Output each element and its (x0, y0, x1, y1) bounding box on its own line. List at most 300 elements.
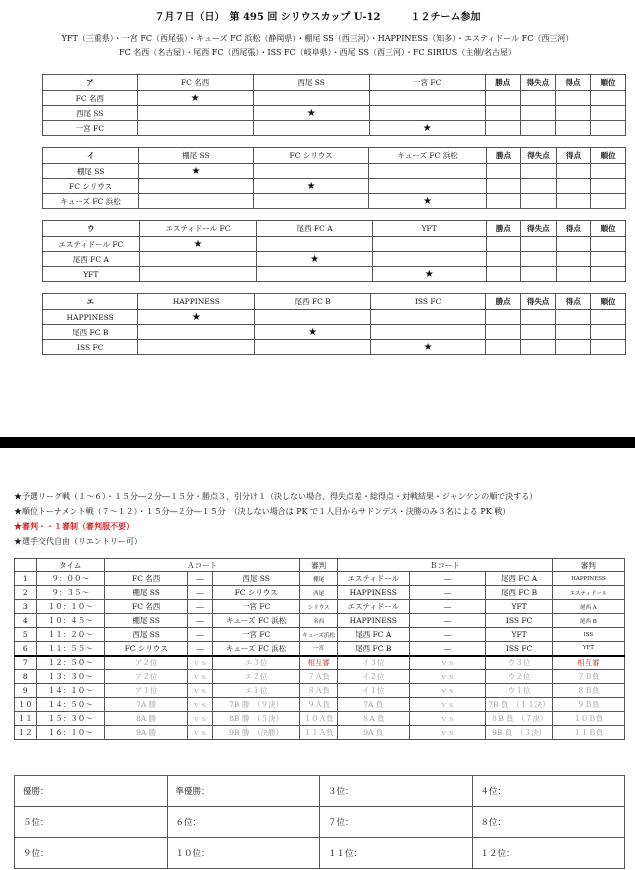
a-referee: キューズ浜松 (300, 628, 338, 642)
group-col-team: 尾西 FC A (257, 221, 372, 237)
match-number: 7 (15, 656, 37, 670)
match-time: １６：１０〜 (36, 726, 104, 740)
match-cell (253, 164, 369, 179)
match-time: ９：００〜 (36, 572, 104, 586)
separator: ｖｓ (188, 698, 213, 712)
teams-line-1: YFT（三重県）・一宮 FC（西尾張）・キューズ FC 浜松（静岡県）・棚尾 SS（西三河）・HAPPINESS（知多）・エスティドール FC（西三河） (61, 34, 574, 43)
col-rank: 順位 (591, 75, 626, 91)
schedule-row (15, 656, 625, 670)
separator: ― (409, 642, 486, 656)
a-team-2: エ２位 (212, 670, 299, 684)
separator: ｖｓ (188, 656, 213, 670)
b-team-2: 7B 負 （１１決） (486, 698, 552, 712)
schedule-row (15, 628, 625, 642)
separator: ― (188, 614, 213, 628)
b-team-2: YFT (486, 600, 552, 614)
placement-cell: ３位： (320, 776, 473, 807)
stat-cell (521, 267, 556, 282)
placement-cell: 準優勝： (167, 776, 320, 807)
page-title: ７月７日（日） 第 495 回 シリウスカップ U-12 １２チーム参加 (154, 12, 481, 23)
separator: ― (409, 600, 486, 614)
b-team-1: 9A 負 (338, 726, 410, 740)
match-time: １０：４５〜 (36, 614, 104, 628)
stat-cell (556, 237, 591, 252)
placement-cell: ９位： (15, 838, 168, 869)
stat-cell (556, 179, 591, 194)
separator: ― (188, 628, 213, 642)
a-team-1: 9A 勝 (104, 726, 187, 740)
separator: ― (188, 642, 213, 656)
col-win_pts: 勝点 (486, 221, 521, 237)
a-referee: 西尾 (300, 586, 338, 600)
schedule-header: 審判 (300, 559, 338, 572)
group-table (42, 74, 626, 136)
schedule-row (15, 614, 625, 628)
match-cell (253, 91, 369, 106)
match-number: 9 (15, 684, 37, 698)
match-cell (369, 91, 485, 106)
group-header-row (43, 294, 626, 310)
a-team-1: ア２位 (104, 656, 187, 670)
match-cell (138, 340, 255, 355)
stat-cell (520, 121, 555, 136)
group-header-row (43, 148, 626, 164)
placement-cell: ６位： (167, 807, 320, 838)
a-team-2: 一宮 FC (212, 600, 299, 614)
stat-cell (556, 121, 591, 136)
separator: ― (409, 628, 486, 642)
stat-cell (486, 340, 521, 355)
schedule-row (15, 698, 625, 712)
col-goal_diff: 得失点 (520, 75, 555, 91)
self-match-star: ★ (253, 106, 369, 121)
group-row-team: ISS FC (43, 340, 138, 355)
group-row-team: 尾西 FC B (43, 325, 138, 340)
match-cell (137, 106, 253, 121)
group-row (43, 106, 626, 121)
b-team-1: イ１位 (338, 684, 410, 698)
group-row (43, 325, 626, 340)
col-goals: 得点 (556, 221, 591, 237)
teams-line-2: FC 名西（名古屋）・尾西 FC（西尾張）・ISS FC（岐阜県）・西尾 SS（西三河）・FC SIRIUS（主催/名古屋） (119, 48, 516, 57)
match-cell (369, 179, 486, 194)
b-team-2: 尾西 FC A (486, 572, 552, 586)
a-team-2: 8B 勝 （５決） (212, 712, 299, 726)
col-goals: 得点 (556, 75, 591, 91)
b-team-1: エスティドール (338, 600, 410, 614)
match-time: １０：１０〜 (36, 600, 104, 614)
col-rank: 順位 (591, 221, 626, 237)
stat-cell (591, 194, 626, 209)
stat-cell (521, 252, 556, 267)
schedule-header: Ａコート (104, 559, 299, 572)
match-time: １２：５０〜 (36, 656, 104, 670)
col-goal_diff: 得失点 (521, 221, 556, 237)
stat-cell (591, 325, 626, 340)
a-team-1: 棚尾 SS (104, 586, 187, 600)
a-team-1: 西尾 SS (104, 628, 187, 642)
placement-cell: １１位： (320, 838, 473, 869)
schedule-row (15, 684, 625, 698)
stat-cell (486, 179, 521, 194)
a-referee: ７Ａ負 (300, 670, 338, 684)
match-cell (139, 252, 257, 267)
self-match-star: ★ (139, 164, 254, 179)
group-header-row (43, 221, 626, 237)
match-number: １０ (15, 698, 37, 712)
group-col-team: エスティドール FC (139, 221, 257, 237)
schedule-header (15, 559, 37, 572)
a-team-1: FC 名西 (104, 572, 187, 586)
separator: ｖｓ (409, 698, 486, 712)
stat-cell (486, 267, 521, 282)
a-referee: １１Ａ負 (300, 726, 338, 740)
a-team-1: 7A 勝 (104, 698, 187, 712)
group-table (42, 293, 626, 355)
b-team-2: 9B 負 （３決） (486, 726, 552, 740)
col-goal_diff: 得失点 (521, 294, 556, 310)
stat-cell (556, 252, 591, 267)
separator: ｖｓ (409, 670, 486, 684)
group-row (43, 267, 626, 282)
group-col-team: ISS FC (371, 294, 486, 310)
group-label: ア (43, 75, 138, 91)
schedule-table (14, 558, 625, 740)
match-time: １４：５０〜 (36, 698, 104, 712)
b-referee: 尾西 B (552, 614, 624, 628)
placement-cell: ５位： (15, 807, 168, 838)
rule-tournament: ★順位トーナメント戦（７〜１２）・１５分―２分―１５分 （決しない場合は PK で１人目からサドンデス・決勝のみ３名による PK 戦） (14, 507, 511, 516)
match-time: ９：３５〜 (36, 586, 104, 600)
a-team-2: エ１位 (212, 684, 299, 698)
a-team-1: 8A 勝 (104, 712, 187, 726)
match-number: 3 (15, 600, 37, 614)
stat-cell (556, 194, 591, 209)
b-referee: エスティドール (552, 586, 624, 600)
b-referee: １１Ｂ負 (552, 726, 624, 740)
self-match-star: ★ (138, 310, 255, 325)
placement-cell: １２位： (472, 838, 625, 869)
separator: ｖｓ (188, 726, 213, 740)
self-match-star: ★ (255, 325, 371, 340)
b-team-2: ウ３位 (486, 656, 552, 670)
a-referee: 相互審 (300, 656, 338, 670)
separator: ― (188, 586, 213, 600)
schedule-row (15, 642, 625, 656)
stat-cell (520, 106, 555, 121)
a-team-2: 西尾 SS (212, 572, 299, 586)
b-team-1: イ３位 (338, 656, 410, 670)
stat-cell (591, 252, 626, 267)
schedule-row (15, 726, 625, 740)
a-team-1: FC 名西 (104, 600, 187, 614)
match-cell (369, 106, 485, 121)
match-cell (253, 194, 369, 209)
b-team-1: ８A 負 (338, 712, 410, 726)
b-referee: HAPPINESS (552, 572, 624, 586)
group-col-team: YFT (372, 221, 486, 237)
a-team-2: エ３位 (212, 656, 299, 670)
group-header-row (43, 75, 626, 91)
b-referee: YFT (552, 642, 624, 656)
match-time: １４：１０〜 (36, 684, 104, 698)
a-team-1: ア２位 (104, 670, 187, 684)
separator: ｖｓ (409, 684, 486, 698)
group-col-team: 棚尾 SS (139, 148, 254, 164)
stat-cell (520, 91, 555, 106)
rule-substitution: ★選手交代自由（リエントリー可） (14, 537, 142, 546)
group-row-team: 尾西 FC A (43, 252, 140, 267)
group-row-team: YFT (43, 267, 140, 282)
col-win_pts: 勝点 (485, 75, 520, 91)
placement-cell: ８位： (472, 807, 625, 838)
stat-cell (521, 179, 556, 194)
self-match-star: ★ (371, 340, 486, 355)
match-number: 6 (15, 642, 37, 656)
group-row (43, 91, 626, 106)
self-match-star: ★ (139, 237, 257, 252)
col-win_pts: 勝点 (486, 148, 521, 164)
schedule-row (15, 712, 625, 726)
self-match-star: ★ (253, 179, 369, 194)
a-team-2: FC シリウス (212, 586, 299, 600)
b-team-1: HAPPINESS (338, 614, 410, 628)
group-row-team: エスティドール FC (43, 237, 140, 252)
stat-cell (486, 194, 521, 209)
self-match-star: ★ (372, 267, 486, 282)
group-row-team: 棚尾 SS (43, 164, 139, 179)
separator: ｖｓ (409, 712, 486, 726)
match-cell (372, 237, 486, 252)
schedule-row (15, 600, 625, 614)
stat-cell (485, 121, 520, 136)
b-team-1: イ２位 (338, 670, 410, 684)
group-row (43, 121, 626, 136)
match-cell (369, 164, 486, 179)
match-cell (255, 310, 371, 325)
a-team-1: ア１位 (104, 684, 187, 698)
match-cell (371, 325, 486, 340)
group-row (43, 237, 626, 252)
group-row-team: 西尾 SS (43, 106, 138, 121)
stat-cell (521, 237, 556, 252)
group-col-team: 尾西 FC B (255, 294, 371, 310)
schedule-header: 審判 (552, 559, 624, 572)
col-rank: 順位 (591, 148, 626, 164)
separator: ― (409, 572, 486, 586)
schedule-header: タイム (36, 559, 104, 572)
group-row (43, 164, 626, 179)
group-row (43, 340, 626, 355)
stat-cell (591, 91, 626, 106)
stat-cell (521, 310, 556, 325)
match-number: １１ (15, 712, 37, 726)
stat-cell (485, 91, 520, 106)
placement-cell: ７位： (320, 807, 473, 838)
a-referee: １０Ａ負 (300, 712, 338, 726)
results-row (15, 807, 625, 838)
group-row-team: キューズ FC 浜松 (43, 194, 139, 209)
group-col-team: 一宮 FC (369, 75, 485, 91)
match-cell (139, 194, 254, 209)
page-divider (0, 437, 635, 448)
match-number: 1 (15, 572, 37, 586)
stat-cell (556, 310, 591, 325)
a-referee: 一宮 (300, 642, 338, 656)
stat-cell (556, 91, 591, 106)
schedule-row (15, 586, 625, 600)
a-team-2: キューズ FC 浜松 (212, 614, 299, 628)
b-team-1: 7A 負 (338, 698, 410, 712)
group-col-team: HAPPINESS (138, 294, 255, 310)
group-row-team: FC 名西 (43, 91, 138, 106)
match-number: 4 (15, 614, 37, 628)
stat-cell (485, 106, 520, 121)
self-match-star: ★ (369, 121, 485, 136)
stat-cell (591, 179, 626, 194)
stat-cell (486, 325, 521, 340)
stat-cell (556, 164, 591, 179)
col-win_pts: 勝点 (486, 294, 521, 310)
col-goals: 得点 (556, 148, 591, 164)
a-referee: ８Ａ負 (300, 684, 338, 698)
stat-cell (591, 237, 626, 252)
b-referee: ７Ｂ負 (552, 670, 624, 684)
b-team-2: 尾西 FC B (486, 586, 552, 600)
a-team-2: 一宮 FC (212, 628, 299, 642)
separator: ｖｓ (188, 712, 213, 726)
b-team-2: ウ１位 (486, 684, 552, 698)
match-cell (137, 121, 253, 136)
match-cell (139, 267, 257, 282)
separator: ― (409, 586, 486, 600)
separator: ― (409, 614, 486, 628)
stat-cell (486, 164, 521, 179)
separator: ｖｓ (409, 656, 486, 670)
match-cell (253, 121, 369, 136)
match-number: 8 (15, 670, 37, 684)
b-referee: 相互審 (552, 656, 624, 670)
b-referee: 尾西 A (552, 600, 624, 614)
schedule-header-row (15, 559, 625, 572)
match-cell (257, 267, 372, 282)
a-referee: シリウス (300, 600, 338, 614)
placement-cell: 優勝： (15, 776, 168, 807)
group-table (42, 220, 626, 282)
match-cell (372, 252, 486, 267)
stat-cell (591, 310, 626, 325)
separator: ｖｓ (188, 670, 213, 684)
b-team-1: 尾西 FC B (338, 642, 410, 656)
placement-cell: １０位： (167, 838, 320, 869)
stat-cell (486, 237, 521, 252)
separator: ― (188, 600, 213, 614)
self-match-star: ★ (257, 252, 372, 267)
group-row (43, 194, 626, 209)
rule-league: ★予選リーグ戦（１〜６）・１５分―２分―１５分・勝点３、引分け１（決しない場合、得失点差・総得点・対戦結果・ジャンケンの順で決する） (14, 492, 538, 501)
schedule-header: Ｂコート (338, 559, 553, 572)
self-match-star: ★ (369, 194, 486, 209)
separator: ― (188, 572, 213, 586)
a-team-1: FC シリウス (104, 642, 187, 656)
a-referee: 棚尾 (300, 572, 338, 586)
separator: ｖｓ (409, 726, 486, 740)
b-referee: ９Ｂ負 (552, 698, 624, 712)
group-row (43, 310, 626, 325)
stat-cell (521, 194, 556, 209)
b-team-2: ８B 負 （７決） (486, 712, 552, 726)
b-team-1: HAPPINESS (338, 586, 410, 600)
a-team-1: 棚尾 SS (104, 614, 187, 628)
b-team-1: 尾西 FC A (338, 628, 410, 642)
match-cell (139, 179, 254, 194)
match-number: 2 (15, 586, 37, 600)
b-team-2: ウ２位 (486, 670, 552, 684)
group-col-team: キューズ FC 浜松 (369, 148, 486, 164)
a-team-2: キューズ FC 浜松 (212, 642, 299, 656)
match-number: １２ (15, 726, 37, 740)
group-col-team: FC シリウス (253, 148, 369, 164)
results-row (15, 776, 625, 807)
group-row (43, 179, 626, 194)
b-team-2: ISS FC (486, 642, 552, 656)
b-team-2: YFT (486, 628, 552, 642)
results-row (15, 838, 625, 869)
stat-cell (591, 121, 626, 136)
group-row (43, 252, 626, 267)
stat-cell (591, 164, 626, 179)
group-label: ウ (43, 221, 140, 237)
match-cell (371, 310, 486, 325)
stat-cell (521, 340, 556, 355)
group-label: イ (43, 148, 139, 164)
match-number: 5 (15, 628, 37, 642)
stat-cell (591, 106, 626, 121)
rule-referee: ★審判・・１審制（審判服不要） (14, 521, 134, 531)
b-team-2: ISS FC (486, 614, 552, 628)
b-referee: ８Ｂ負 (552, 684, 624, 698)
b-team-1: エスティドール (338, 572, 410, 586)
separator: ｖｓ (188, 684, 213, 698)
col-goal_diff: 得失点 (521, 148, 556, 164)
match-cell (257, 237, 372, 252)
group-col-team: FC 名西 (137, 75, 253, 91)
b-referee: １０Ｂ負 (552, 712, 624, 726)
group-row-team: 一宮 FC (43, 121, 138, 136)
stat-cell (556, 106, 591, 121)
a-team-2: 9B 勝 （決勝） (212, 726, 299, 740)
stat-cell (486, 310, 521, 325)
group-col-team: 西尾 SS (253, 75, 369, 91)
group-row-team: FC シリウス (43, 179, 139, 194)
match-cell (138, 325, 255, 340)
stat-cell (556, 325, 591, 340)
stat-cell (521, 325, 556, 340)
results-table (14, 775, 625, 869)
a-referee: 名西 (300, 614, 338, 628)
self-match-star: ★ (137, 91, 253, 106)
match-time: １３：３０〜 (36, 670, 104, 684)
match-time: １１：５５〜 (36, 642, 104, 656)
stat-cell (521, 164, 556, 179)
stat-cell (486, 252, 521, 267)
stat-cell (556, 340, 591, 355)
placement-cell: ４位： (472, 776, 625, 807)
match-time: １１：２０〜 (36, 628, 104, 642)
match-time: １５：３０〜 (36, 712, 104, 726)
stat-cell (556, 267, 591, 282)
stat-cell (591, 340, 626, 355)
